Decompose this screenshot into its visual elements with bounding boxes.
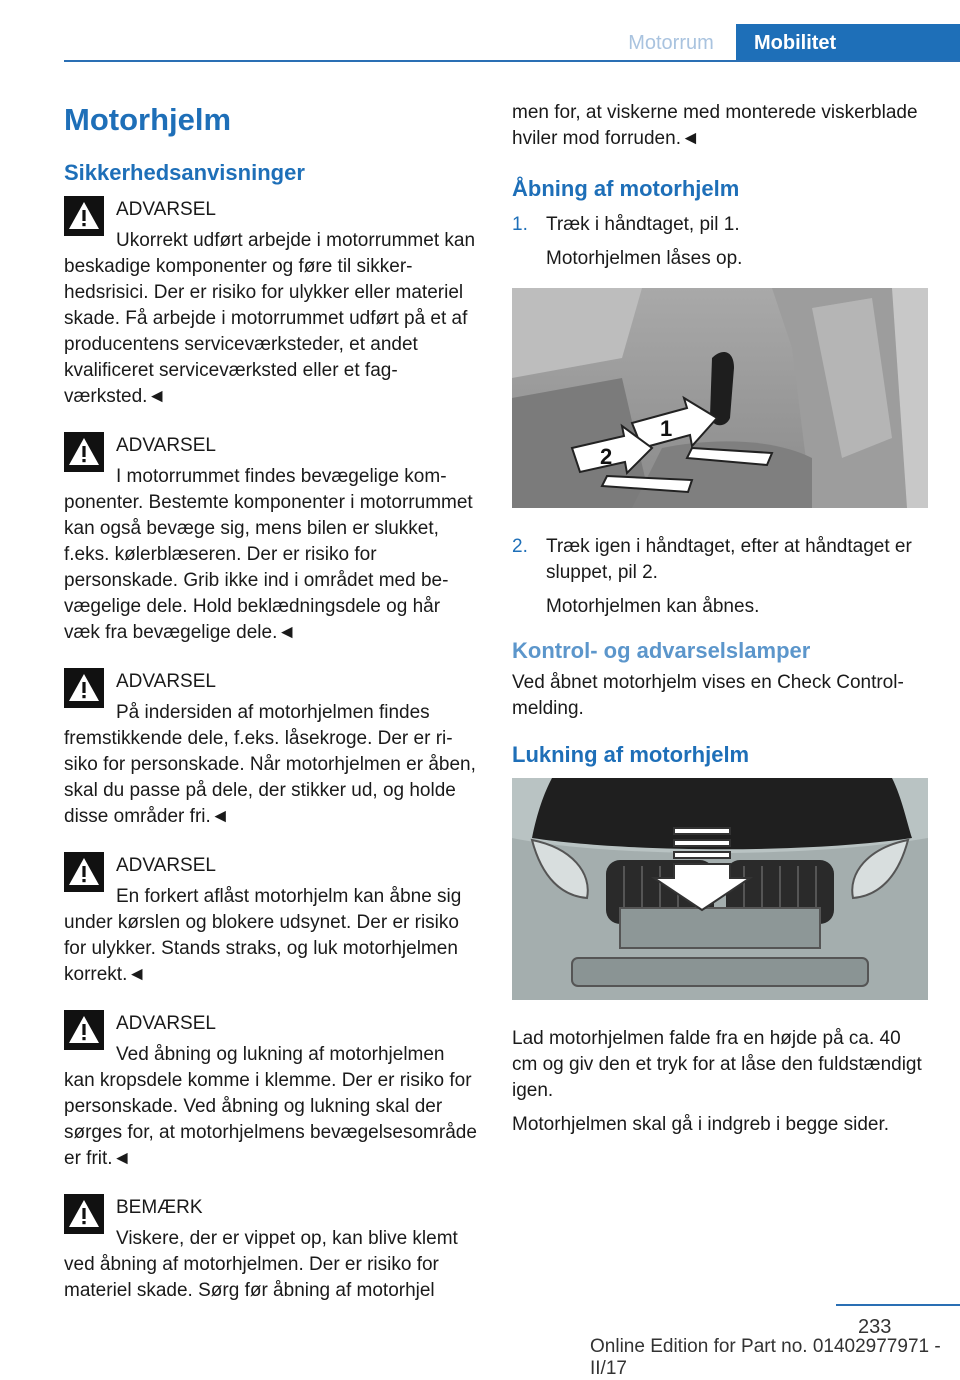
warning-label: ADVARSEL (116, 671, 216, 692)
step-number: 2. (512, 536, 528, 557)
section-title-safety: Sikkerhedsanvisninger (64, 160, 305, 185)
warning-triangle-icon (64, 852, 104, 892)
notice-label: BEMÆRK (116, 1197, 203, 1218)
header-rule (64, 60, 960, 62)
footer-rule (836, 1304, 960, 1306)
warning-5 (64, 1010, 480, 1172)
warning-text: I motorrummet findes bevægelige komponenter. Bestemte komponenter i motorrummet kan også bevæge sig, mens bilen er slukket, f.eks. kølerblæseren. Der er risiko for personskade. Grib ikke ind i området med bevægelige dele. Hold beklædningsdele og hår væk fra bevægelige dele.◄ (64, 466, 473, 643)
step-text: Træk igen i håndtaget, efter at håndtaget er sluppet, pil 2. (546, 536, 912, 583)
tab-motorrum[interactable]: Motorrum (628, 32, 714, 54)
figure-hood-closing (512, 778, 928, 1008)
hood-release-illustration (512, 288, 928, 508)
edition-info: Online Edition for Part no. 01402977971 - II/17 (590, 1336, 941, 1379)
page-number: 233 (858, 1316, 892, 1338)
warning-text: Ved åbning og lukning af motorhjelmen kan kropsdele komme i klemme. Der er risiko for personskade. Ved åbning og lukning skal der sørges for, at motorhjelmens bevægelsesområde er frit.◄ (64, 1044, 477, 1169)
page-title: Motorhjelm (64, 102, 232, 137)
section-title-lamps: Kontrol- og advarselslamper (512, 638, 811, 663)
step-1-result: Motorhjelmen låses op. (546, 248, 743, 269)
left-column (64, 100, 480, 1326)
step-2 (512, 534, 930, 586)
warning-label: ADVARSEL (116, 199, 216, 220)
warning-2 (64, 432, 480, 646)
right-column (512, 100, 930, 1146)
warning-text: På indersiden af motorhjelmen findes fremstikkende dele, f.eks. låsekroge. Der er risiko for personskade. Når motorhjelmen er åben, skal du passe på dele, der stikker ud, og holde disse områder fri.◄ (64, 702, 476, 827)
figure-hood-release-handle (512, 288, 928, 516)
warning-triangle-icon (64, 196, 104, 236)
step-2-result: Motorhjelmen kan åbnes. (546, 596, 760, 617)
warning-text: Ukorrekt udført arbejde i motorrummet kan beskadige komponenter og føre til sikkerhedsrisici. Der er risiko for ulykker eller materiel skade. Få arbejde i motorrummet udført på et af producentens serviceværksteder, et andet kvalificeret serviceværksted eller et fagværksted.◄ (64, 230, 476, 407)
tab-mobilitet[interactable]: Mobilitet (736, 24, 960, 62)
continuation-text: men for, at viskerne med monterede viskerblade hviler mod forruden.◄ (512, 102, 918, 149)
step-text: Træk i håndtaget, pil 1. (546, 214, 740, 235)
warning-text: En forkert aflåst motorhjelm kan åbne sig under kørslen og blokere udsynet. Der er risiko for ulykker. Stands straks, og luk motorhjelmen korrekt.◄ (64, 886, 462, 985)
warning-triangle-icon (64, 1010, 104, 1050)
lamps-text: Ved åbnet motorhjelm vises en Check Control-melding. (512, 672, 904, 719)
step-number: 1. (512, 214, 528, 235)
arrow-label-1: 1 (660, 416, 673, 441)
notice-text: Viskere, der er vippet op, kan blive klemt ved åbning af motorhjelmen. Der er risiko for materiel skade. Sørg før åbning af motorhjel (64, 1228, 458, 1301)
warning-3 (64, 668, 480, 830)
section-title-open: Åbning af motorhjelm (512, 176, 740, 201)
closing-note: Motorhjelmen skal gå i indgreb i begge sider. (512, 1114, 890, 1135)
warning-triangle-icon (64, 668, 104, 708)
warning-triangle-icon (64, 432, 104, 472)
warning-4 (64, 852, 480, 988)
warning-label: ADVARSEL (116, 435, 216, 456)
section-title-close: Lukning af motorhjelm (512, 742, 750, 767)
step-1 (512, 212, 930, 238)
warning-label: ADVARSEL (116, 855, 216, 876)
hood-closing-illustration (512, 778, 928, 1000)
closing-text: Lad motorhjelmen falde fra en højde på ca. 40 cm og giv den et tryk for at låse den fuldstændigt igen. (512, 1028, 922, 1101)
warning-label: ADVARSEL (116, 1013, 216, 1034)
warning-1 (64, 196, 480, 410)
arrow-label-2: 2 (600, 444, 613, 469)
notice-1 (64, 1194, 480, 1304)
warning-triangle-icon (64, 1194, 104, 1234)
